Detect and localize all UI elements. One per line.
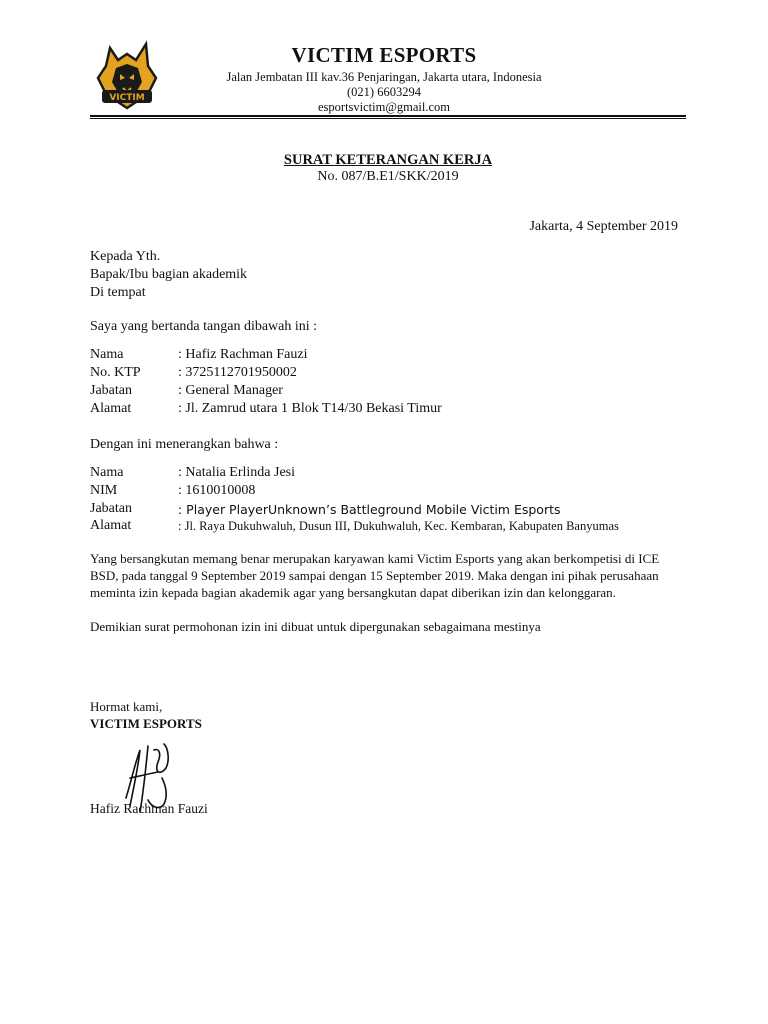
closing-statement: Demikian surat permohonan izin ini dibuat untuk dipergunakan sebagaimana mestinya — [90, 619, 541, 634]
signer-address-value: : Jl. Zamrud utara 1 Blok T14/30 Bekasi Timur — [178, 401, 442, 416]
subject-position-value: : Player PlayerUnknown’s Battleground Mobile Victim Esports — [178, 502, 561, 517]
svg-text:VICTIM: VICTIM — [109, 93, 145, 103]
header-divider — [90, 115, 686, 117]
signer-position-label: Jabatan — [90, 383, 132, 398]
company-address: Jalan Jembatan III kav.36 Penjaringan, Jakarta utara, Indonesia — [226, 70, 542, 84]
company-phone: (021) 6603294 — [347, 85, 421, 99]
letter-date: Jakarta, 4 September 2019 — [529, 219, 678, 234]
statement-text: Dengan ini menerangkan bahwa : — [90, 437, 279, 452]
letter-number: No. 087/B.E1/SKK/2019 — [317, 169, 459, 184]
signer-position-value: : General Manager — [178, 383, 283, 398]
recipient-line: Bapak/Ibu bagian akademik — [90, 267, 248, 282]
letter-title: SURAT KETERANGAN KERJA — [283, 152, 493, 168]
signer-name: Hafiz Rachman Fauzi — [90, 801, 208, 816]
signer-name-value: : Hafiz Rachman Fauzi — [178, 347, 308, 362]
company-name: VICTIM ESPORTS — [291, 43, 477, 67]
company-email: esportsvictim@gmail.com — [318, 100, 450, 114]
signer-address-label: Alamat — [90, 401, 132, 416]
subject-name-value: : Natalia Erlinda Jesi — [178, 465, 296, 480]
intro-text: Saya yang bertanda tangan dibawah ini : — [90, 319, 318, 334]
recipient-line: Di tempat — [90, 285, 146, 300]
signer-ktp-label: No. KTP — [90, 365, 141, 380]
body-paragraph-line: meminta izin kepada bagian akademik agar yang bersangkutan dapat diberikan izin dan kelonggaran. — [90, 585, 616, 600]
subject-address-value: : Jl. Raya Dukuhwaluh, Dusun III, Dukuhwaluh, Kec. Kembaran, Kabupaten Banyumas — [178, 519, 619, 533]
company-logo — [90, 38, 164, 112]
subject-nim-label: NIM — [90, 483, 118, 498]
signer-ktp-value: : 3725112701950002 — [178, 365, 297, 380]
subject-nim-value: : 1610010008 — [178, 483, 256, 498]
subject-address-label: Alamat — [90, 518, 132, 533]
header-divider-thin — [90, 118, 686, 119]
signer-name-label: Nama — [90, 347, 124, 362]
closing-company: VICTIM ESPORTS — [90, 716, 202, 731]
wolf-logo-icon — [90, 38, 164, 112]
subject-position-label: Jabatan — [90, 501, 132, 516]
recipient-line: Kepada Yth. — [90, 249, 161, 264]
body-paragraph-line: Yang bersangkutan memang benar merupakan karyawan kami Victim Esports yang akan berkompetisi di ICE — [90, 551, 660, 566]
subject-name-label: Nama — [90, 465, 124, 480]
closing-salutation: Hormat kami, — [90, 699, 163, 714]
body-paragraph-line: BSD, pada tanggal 9 September 2019 sampai dengan 15 September 2019. Maka dengan ini pihak perusahaan — [90, 568, 659, 583]
